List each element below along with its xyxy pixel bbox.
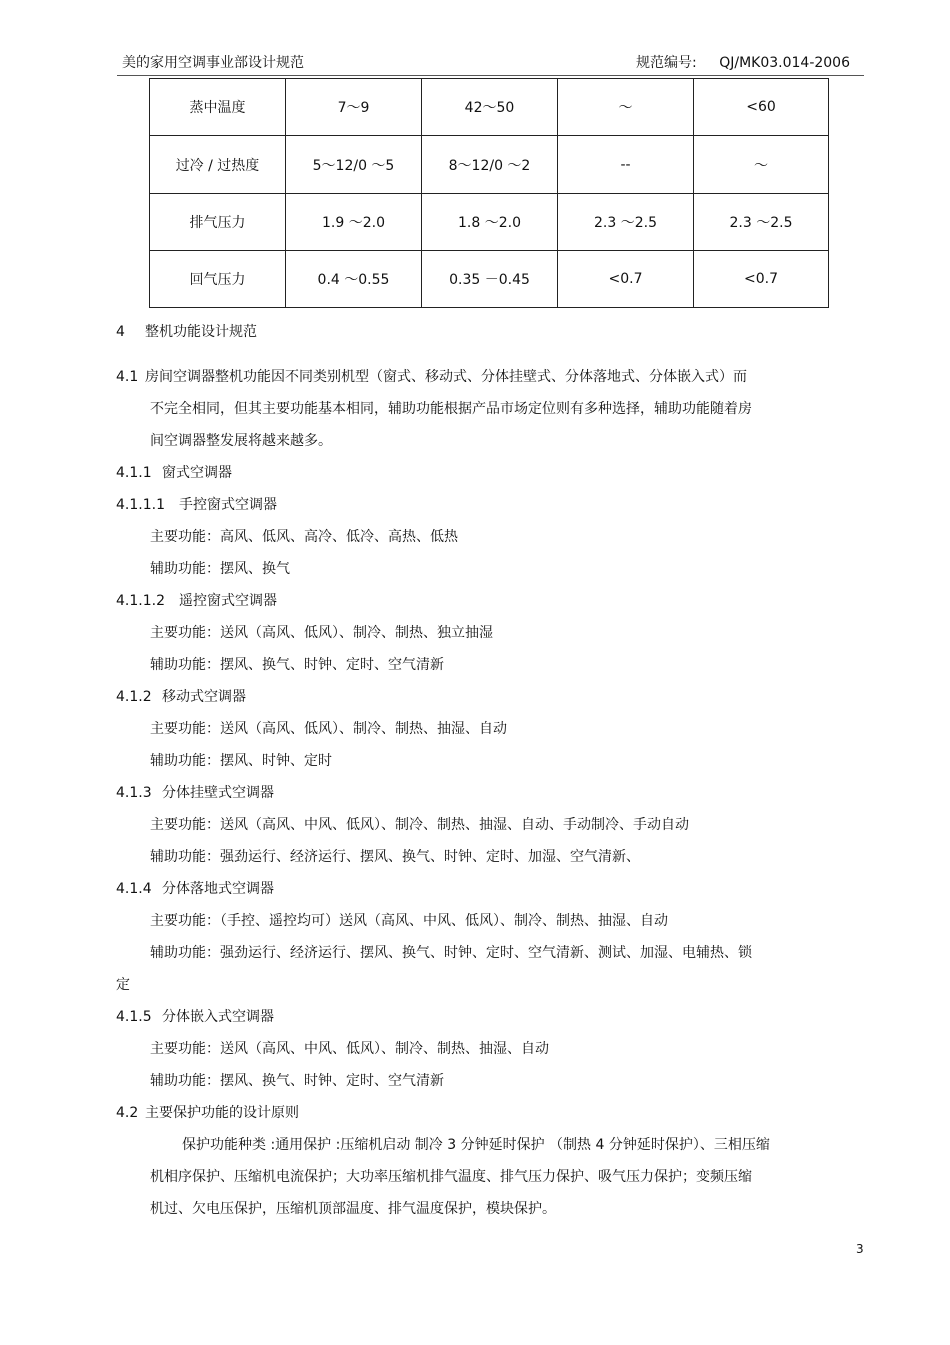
table-cell: <0.7 [558,251,694,308]
table-cell: 2.3 ～2.5 [694,194,829,251]
aux-functions-continuation: 定 [116,977,130,993]
aux-functions-text: 辅助功能：强劲运行、经济运行、摆风、换气、时钟、定时、加湿、空气清新、 [150,849,640,865]
section-title: 窗式空调器 [162,465,232,481]
section-4-2-heading [116,1104,299,1122]
section-number: 4.1.2 [116,689,152,705]
main-functions-text: 主要功能：送风（高风、低风）、制冷、制热、抽湿、自动 [150,721,507,737]
table-cell: ～ [694,136,829,194]
section-title: 手控窗式空调器 [179,497,277,513]
main-functions-text: 主要功能：送风（高风、中风、低风）、制冷、制热、抽湿、自动、手动制冷、手动自动 [150,817,689,833]
table-row [150,136,829,194]
section-number: 4.1 [116,369,139,385]
table-cell: 0.4 ～0.55 [286,251,422,308]
table-cell: 回气压力 [150,251,286,308]
header-divider [117,75,864,76]
table-cell: 排气压力 [150,194,286,251]
page-number: 3 [856,1242,864,1256]
aux-functions-text: 辅助功能：摆风、换气 [150,561,290,577]
section-title: 分体挂壁式空调器 [162,785,274,801]
section-number: 4 [116,324,125,340]
section-title: 移动式空调器 [162,689,246,705]
paragraph-line: 不完全相同，但其主要功能基本相同，辅助功能根据产品市场定位则有多种选择，辅助功能随着房 [150,401,752,417]
table-row [150,251,829,308]
page-header [122,52,850,70]
header-spec-code [618,52,850,72]
header-code-label: 规范编号: [636,55,697,71]
table-cell: 2.3 ～2.5 [558,194,694,251]
spec-table [149,78,829,308]
table-cell: 蒸中温度 [150,79,286,136]
section-number: 4.1.1.1 [116,497,165,513]
table-cell: 7～9 [286,79,422,136]
table-cell: 0.35 －0.45 [422,251,558,308]
paragraph-line: 保护功能种类 :通用保护 :压缩机启动 制冷 3 分钟延时保护 （制热 4 分钟延时保护）、三相压缩 [182,1137,770,1153]
section-number: 4.1.3 [116,785,152,801]
main-functions-text: 主要功能：送风（高风、中风、低风）、制冷、制热、抽湿、自动 [150,1041,549,1057]
header-code-value: QJ/MK03.014-2006 [719,55,850,71]
section-title: 主要保护功能的设计原则 [145,1105,299,1121]
section-number: 4.1.1 [116,465,152,481]
paragraph-text: 房间空调器整机功能因不同类别机型（窗式、移动式、分体挂壁式、分体落地式、分体嵌入式）而 [145,369,747,385]
paragraph-line: 间空调器整发展将越来越多。 [150,433,332,449]
aux-functions-text: 辅助功能：摆风、换气、时钟、定时、空气清新 [150,1073,444,1089]
table-cell: -- [558,136,694,194]
table-cell: 1.9 ～2.0 [286,194,422,251]
section-title: 分体落地式空调器 [162,881,274,897]
table-cell: ～ [558,79,694,136]
section-4-1-1-1-heading [116,496,277,514]
aux-functions-text: 辅助功能：摆风、换气、时钟、定时、空气清新 [150,657,444,673]
section-4-1-5-heading [116,1008,274,1026]
aux-functions-text: 辅助功能：强劲运行、经济运行、摆风、换气、时钟、定时、空气清新、测试、加湿、电辅热、锁 [150,945,752,961]
section-4-1-1-2-heading [116,592,277,610]
table-cell: <0.7 [694,251,829,308]
section-title: 遥控窗式空调器 [179,593,277,609]
header-title: 美的家用空调事业部设计规范 [122,55,304,71]
main-functions-text: 主要功能：送风（高风、低风）、制冷、制热、独立抽湿 [150,625,493,641]
main-functions-text: 主要功能：（手控、遥控均可）送风（高风、中风、低风）、制冷、制热、抽湿、自动 [150,913,668,929]
section-number: 4.1.4 [116,881,152,897]
section-4-1-3-heading [116,784,274,802]
table-cell: 5～12/0 ～5 [286,136,422,194]
section-4-1-1-heading [116,464,232,482]
section-number: 4.1.1.2 [116,593,165,609]
section-4-1-2-heading [116,688,246,706]
section-number: 4.1.5 [116,1009,152,1025]
table-row [150,79,829,136]
table-row [150,194,829,251]
section-4-heading [116,323,257,341]
table-cell: 过冷 / 过热度 [150,136,286,194]
table-cell: 42～50 [422,79,558,136]
section-title: 分体嵌入式空调器 [162,1009,274,1025]
table-cell: <60 [694,79,829,136]
main-functions-text: 主要功能：高风、低风、高冷、低冷、高热、低热 [150,529,458,545]
paragraph-line: 机过、欠电压保护，压缩机顶部温度、排气温度保护，模块保护。 [150,1201,556,1217]
aux-functions-text: 辅助功能：摆风、时钟、定时 [150,753,332,769]
section-4-1-4-heading [116,880,274,898]
table-cell: 8～12/0 ～2 [422,136,558,194]
paragraph-line: 机相序保护、压缩机电流保护；大功率压缩机排气温度、排气压力保护、吸气压力保护；变频压缩 [150,1169,752,1185]
section-4-1-paragraph-line-1 [116,368,747,386]
section-number: 4.2 [116,1105,139,1121]
section-title: 整机功能设计规范 [145,324,257,340]
table-cell: 1.8 ～2.0 [422,194,558,251]
